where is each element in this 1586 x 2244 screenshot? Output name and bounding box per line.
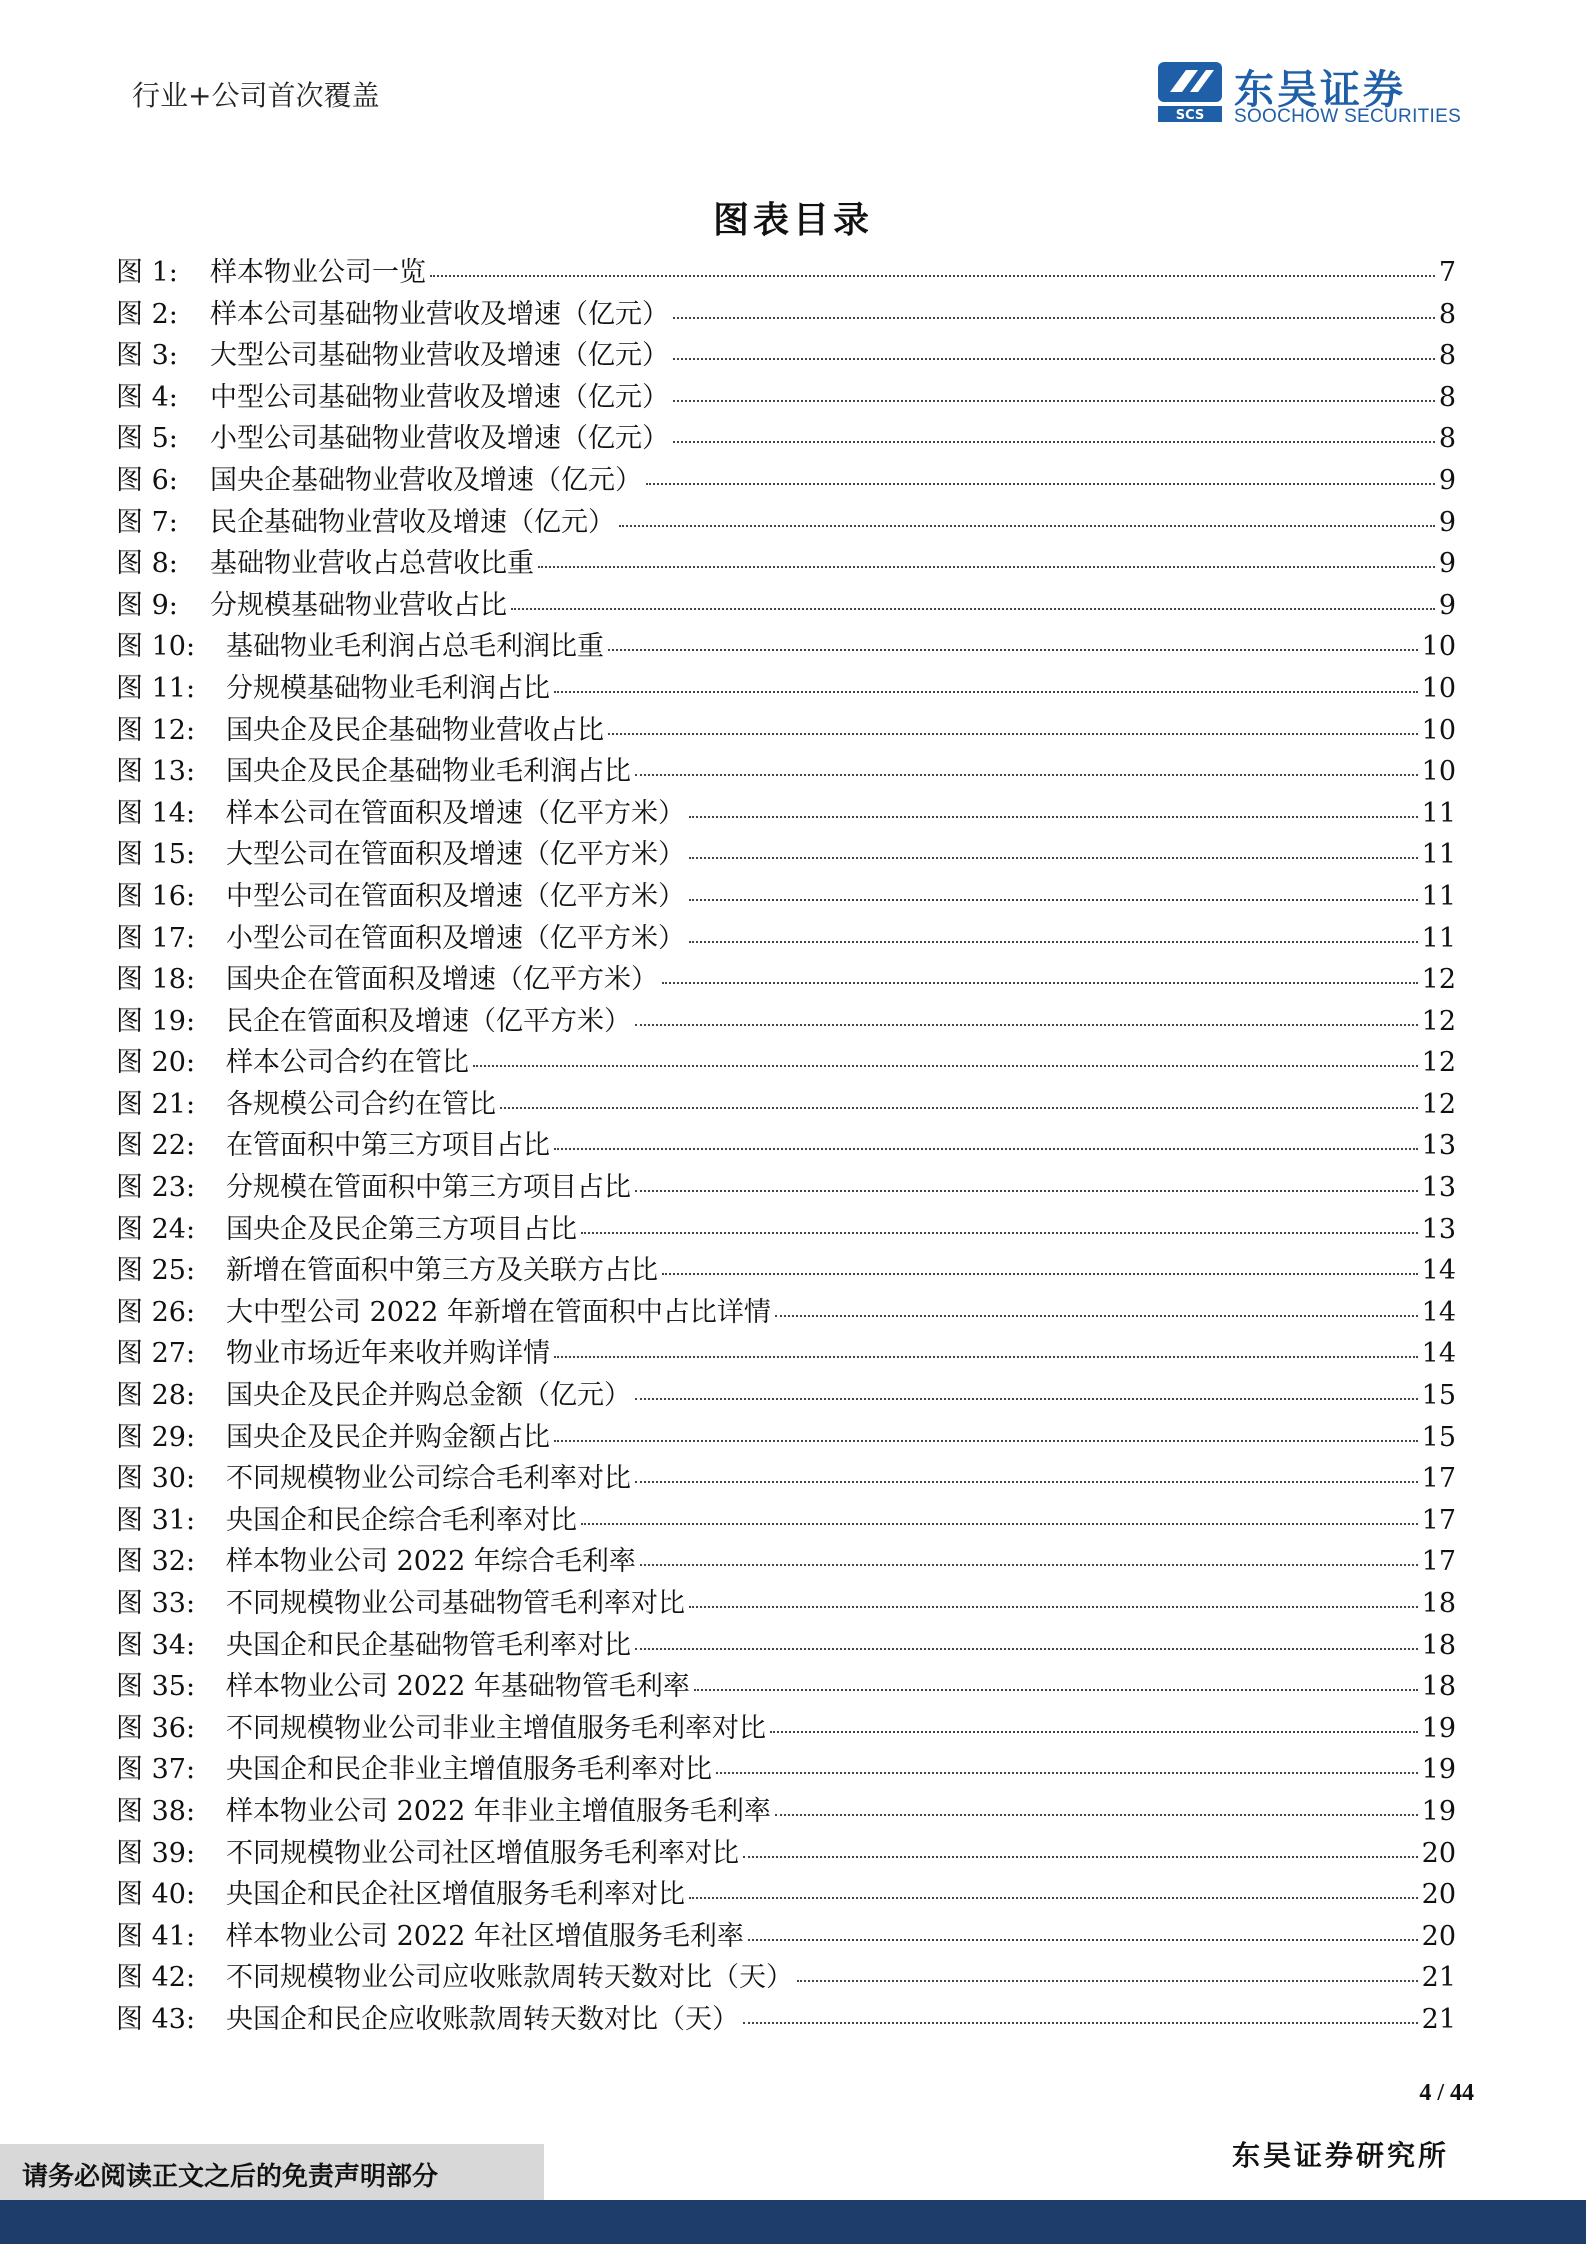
toc-figure-title: 大中型公司 2022 年新增在管面积中占比详情	[226, 1296, 771, 1328]
toc-figure-number: 图 35:	[116, 1671, 196, 1703]
toc-page-number: 15	[1421, 1380, 1456, 1412]
toc-figure-title: 国央企及民企基础物业营收占比	[226, 714, 604, 746]
toc-entry[interactable]	[116, 1040, 1456, 1082]
toc-figure-number: 图 5:	[116, 423, 178, 455]
toc-page-number: 14	[1421, 1338, 1456, 1370]
toc-figure-title: 样本物业公司 2022 年非业主增值服务毛利率	[226, 1795, 771, 1827]
toc-figure-number: 图 18:	[116, 964, 196, 996]
toc-dot-leader	[554, 691, 1418, 693]
scs-logo-icon	[1156, 58, 1226, 128]
toc-dot-leader	[608, 733, 1418, 735]
toc-dot-leader	[689, 1897, 1418, 1899]
toc-dot-leader	[662, 982, 1418, 984]
toc-entry[interactable]	[116, 791, 1456, 833]
toc-figure-number: 图 28:	[116, 1380, 196, 1412]
toc-list	[116, 250, 1456, 2039]
toc-entry[interactable]	[116, 541, 1456, 583]
toc-page-number: 14	[1421, 1255, 1456, 1287]
toc-dot-leader	[581, 1232, 1418, 1234]
toc-dot-leader	[635, 1398, 1418, 1400]
toc-page-number: 8	[1438, 298, 1456, 330]
toc-dot-leader	[635, 774, 1418, 776]
toc-dot-leader	[716, 1772, 1418, 1774]
toc-entry[interactable]	[116, 1581, 1456, 1623]
toc-figure-title: 小型公司基础物业营收及增速（亿元）	[210, 423, 669, 455]
toc-page-number: 12	[1421, 1005, 1456, 1037]
toc-page-number: 10	[1421, 756, 1456, 788]
toc-entry[interactable]	[116, 1123, 1456, 1165]
toc-figure-title: 央国企和民企综合毛利率对比	[226, 1504, 577, 1536]
toc-figure-title: 不同规模物业公司基础物管毛利率对比	[226, 1588, 685, 1619]
toc-entry[interactable]	[116, 832, 1456, 874]
toc-page-number: 19	[1421, 1712, 1456, 1744]
toc-figure-title: 基础物业毛利润占总毛利润比重	[226, 631, 604, 663]
toc-figure-number: 图 25:	[116, 1255, 196, 1287]
toc-figure-number: 图 10:	[116, 631, 196, 663]
toc-figure-number: 图 3:	[116, 340, 178, 372]
logo-mark-text: SCS	[1175, 108, 1205, 123]
toc-figure-title: 不同规模物业公司社区增值服务毛利率对比	[226, 1837, 739, 1869]
toc-dot-leader	[635, 1024, 1418, 1026]
toc-figure-number: 图 31:	[116, 1504, 196, 1536]
toc-page-number: 10	[1421, 714, 1456, 746]
toc-dot-leader	[619, 525, 1435, 527]
toc-figure-title: 样本物业公司 2022 年社区增值服务毛利率	[226, 1920, 744, 1952]
footer-bar	[0, 2200, 1586, 2244]
toc-entry[interactable]	[116, 292, 1456, 334]
toc-dot-leader	[554, 1148, 1418, 1150]
toc-dot-leader	[554, 1356, 1418, 1358]
toc-figure-title: 分规模基础物业营收占比	[210, 589, 507, 621]
toc-entry[interactable]	[116, 1955, 1456, 1997]
toc-page-number: 18	[1421, 1629, 1456, 1661]
toc-figure-title: 样本公司合约在管比	[226, 1047, 469, 1079]
toc-dot-leader	[500, 1107, 1418, 1109]
toc-figure-number: 图 30:	[116, 1463, 196, 1495]
toc-dot-leader	[673, 358, 1435, 360]
toc-page-number: 17	[1421, 1463, 1456, 1495]
toc-page-number: 8	[1438, 381, 1456, 413]
toc-dot-leader	[430, 275, 1435, 277]
toc-page-number: 11	[1421, 797, 1456, 829]
logo-english-name: SOOCHOW SECURITIES	[1234, 106, 1462, 127]
toc-figure-title: 央国企和民企基础物管毛利率对比	[226, 1629, 631, 1661]
toc-figure-title: 小型公司在管面积及增速（亿平方米）	[226, 922, 685, 954]
toc-figure-title: 中型公司基础物业营收及增速（亿元）	[210, 381, 669, 413]
toc-dot-leader	[511, 608, 1435, 610]
toc-figure-number: 图 12:	[116, 714, 196, 746]
toc-figure-number: 图 39:	[116, 1837, 196, 1869]
toc-page-number: 12	[1421, 1047, 1456, 1079]
toc-page-number: 7	[1438, 257, 1456, 288]
toc-figure-title: 中型公司在管面积及增速（亿平方米）	[226, 880, 685, 912]
toc-page-number: 21	[1421, 2003, 1456, 2035]
toc-entry[interactable]	[116, 749, 1456, 791]
toc-dot-leader	[775, 1814, 1418, 1816]
toc-figure-title: 样本物业公司 2022 年基础物管毛利率	[226, 1671, 690, 1703]
toc-figure-title: 样本物业公司一览	[210, 257, 426, 288]
toc-figure-number: 图 13:	[116, 756, 196, 788]
toc-entry[interactable]	[116, 1914, 1456, 1956]
toc-entry[interactable]	[116, 416, 1456, 458]
toc-figure-title: 大型公司基础物业营收及增速（亿元）	[210, 340, 669, 372]
toc-dot-leader	[797, 1980, 1418, 1982]
toc-entry[interactable]	[116, 500, 1456, 542]
toc-entry[interactable]	[116, 375, 1456, 417]
toc-entry[interactable]	[116, 1456, 1456, 1498]
toc-figure-title: 民企基础物业营收及增速（亿元）	[210, 506, 615, 538]
toc-entry[interactable]	[116, 1789, 1456, 1831]
toc-figure-number: 图 43:	[116, 2003, 196, 2035]
toc-entry[interactable]	[116, 874, 1456, 916]
toc-figure-number: 图 36:	[116, 1712, 196, 1744]
disclaimer-text: 请务必阅读正文之后的免责声明部分	[22, 2162, 439, 2192]
toc-figure-number: 图 34:	[116, 1629, 196, 1661]
toc-entry[interactable]	[116, 1498, 1456, 1540]
toc-page-number: 17	[1421, 1546, 1456, 1578]
toc-dot-leader	[770, 1731, 1418, 1733]
toc-figure-number: 图 23:	[116, 1172, 196, 1204]
toc-dot-leader	[689, 1606, 1418, 1608]
toc-page-number: 13	[1421, 1172, 1456, 1204]
toc-figure-number: 图 17:	[116, 922, 196, 954]
toc-figure-title: 国央企基础物业营收及增速（亿元）	[210, 464, 642, 496]
toc-figure-title: 央国企和民企非业主增值服务毛利率对比	[226, 1754, 712, 1786]
toc-page-number: 11	[1421, 839, 1456, 871]
toc-figure-number: 图 32:	[116, 1546, 196, 1578]
toc-figure-number: 图 33:	[116, 1588, 196, 1619]
toc-page-number: 12	[1421, 964, 1456, 996]
toc-entry[interactable]	[116, 1747, 1456, 1789]
toc-entry[interactable]	[116, 957, 1456, 999]
toc-figure-number: 图 2:	[116, 298, 178, 330]
toc-dot-leader	[581, 1523, 1418, 1525]
logo-chinese-name: 东吴证券	[1234, 67, 1406, 113]
toc-entry[interactable]	[116, 1415, 1456, 1457]
toc-figure-number: 图 21:	[116, 1088, 196, 1120]
toc-dot-leader	[640, 1564, 1418, 1566]
toc-page-number: 17	[1421, 1504, 1456, 1536]
toc-figure-number: 图 6:	[116, 464, 178, 496]
toc-figure-number: 图 24:	[116, 1213, 196, 1245]
disclaimer-banner	[0, 2144, 544, 2200]
toc-dot-leader	[673, 400, 1435, 402]
toc-dot-leader	[635, 1648, 1418, 1650]
toc-entry[interactable]	[116, 1331, 1456, 1373]
toc-figure-number: 图 40:	[116, 1879, 196, 1911]
toc-entry[interactable]	[116, 1373, 1456, 1415]
toc-figure-title: 国央企及民企基础物业毛利润占比	[226, 756, 631, 788]
toc-page-number: 13	[1421, 1130, 1456, 1162]
toc-figure-title: 央国企和民企社区增值服务毛利率对比	[226, 1879, 685, 1911]
toc-figure-number: 图 1:	[116, 257, 178, 288]
toc-figure-number: 图 9:	[116, 589, 178, 621]
toc-page-number: 11	[1421, 880, 1456, 912]
toc-title: 图表目录	[712, 199, 873, 241]
toc-figure-number: 图 27:	[116, 1338, 196, 1370]
toc-page-number: 13	[1421, 1213, 1456, 1245]
toc-page-number: 19	[1421, 1795, 1456, 1827]
toc-figure-title: 在管面积中第三方项目占比	[226, 1130, 550, 1162]
toc-page-number: 8	[1438, 423, 1456, 455]
toc-figure-title: 分规模基础物业毛利润占比	[226, 672, 550, 704]
toc-entry[interactable]	[116, 583, 1456, 625]
toc-page-number: 8	[1438, 340, 1456, 372]
toc-page-number: 10	[1421, 672, 1456, 704]
toc-dot-leader	[694, 1689, 1418, 1691]
toc-figure-number: 图 7:	[116, 506, 178, 538]
toc-page-number: 9	[1438, 464, 1456, 496]
toc-entry[interactable]	[116, 1082, 1456, 1124]
toc-figure-title: 国央企及民企第三方项目占比	[226, 1213, 577, 1245]
toc-page-number: 18	[1421, 1588, 1456, 1619]
toc-page-number: 9	[1438, 548, 1456, 580]
toc-page-number: 20	[1421, 1920, 1456, 1952]
toc-dot-leader	[646, 483, 1435, 485]
toc-dot-leader	[673, 441, 1435, 443]
toc-page-number: 9	[1438, 589, 1456, 621]
toc-dot-leader	[748, 1939, 1418, 1941]
toc-figure-title: 国央企在管面积及增速（亿平方米）	[226, 964, 658, 996]
toc-figure-title: 大型公司在管面积及增速（亿平方米）	[226, 839, 685, 871]
toc-dot-leader	[689, 899, 1418, 901]
toc-dot-leader	[608, 649, 1418, 651]
toc-dot-leader	[473, 1065, 1418, 1067]
toc-figure-number: 图 8:	[116, 548, 178, 580]
toc-figure-number: 图 37:	[116, 1754, 196, 1786]
toc-entry[interactable]	[116, 999, 1456, 1041]
toc-figure-title: 央国企和民企应收账款周转天数对比（天）	[226, 2003, 739, 2035]
toc-entry[interactable]	[116, 1290, 1456, 1332]
toc-figure-title: 民企在管面积及增速（亿平方米）	[226, 1005, 631, 1037]
toc-figure-title: 不同规模物业公司非业主增值服务毛利率对比	[226, 1712, 766, 1744]
toc-entry[interactable]	[116, 1207, 1456, 1249]
toc-figure-number: 图 4:	[116, 381, 178, 413]
toc-figure-number: 图 41:	[116, 1920, 196, 1952]
toc-entry[interactable]	[116, 1623, 1456, 1665]
toc-page-number: 11	[1421, 922, 1456, 954]
toc-dot-leader	[635, 1190, 1418, 1192]
toc-entry[interactable]	[116, 1539, 1456, 1581]
toc-dot-leader	[689, 941, 1418, 943]
toc-figure-title: 样本物业公司 2022 年综合毛利率	[226, 1546, 636, 1578]
page-number: 4 / 44	[1419, 2080, 1474, 2106]
toc-page-number: 18	[1421, 1671, 1456, 1703]
toc-figure-number: 图 11:	[116, 672, 196, 704]
toc-entry[interactable]	[116, 666, 1456, 708]
brand-logo	[1156, 58, 1476, 132]
report-section-label: 行业+公司首次覆盖	[132, 79, 380, 112]
toc-figure-title: 不同规模物业公司应收账款周转天数对比（天）	[226, 1962, 793, 1994]
toc-dot-leader	[635, 1481, 1418, 1483]
toc-entry[interactable]	[116, 1248, 1456, 1290]
toc-figure-title: 分规模在管面积中第三方项目占比	[226, 1172, 631, 1204]
toc-page-number: 20	[1421, 1837, 1456, 1869]
toc-figure-title: 样本公司在管面积及增速（亿平方米）	[226, 797, 685, 829]
toc-figure-number: 图 14:	[116, 797, 196, 829]
toc-figure-title: 物业市场近年来收并购详情	[226, 1338, 550, 1370]
toc-entry[interactable]	[116, 916, 1456, 958]
toc-dot-leader	[554, 1440, 1418, 1442]
toc-entry[interactable]	[116, 1706, 1456, 1748]
toc-entry[interactable]	[116, 1831, 1456, 1873]
toc-page-number: 12	[1421, 1088, 1456, 1120]
toc-page-number: 15	[1421, 1421, 1456, 1453]
toc-entry[interactable]	[116, 333, 1456, 375]
institute-name: 东吴证券研究所	[1232, 2139, 1450, 2172]
toc-dot-leader	[673, 317, 1435, 319]
toc-entry[interactable]	[116, 624, 1456, 666]
toc-figure-title: 不同规模物业公司综合毛利率对比	[226, 1463, 631, 1495]
toc-entry[interactable]	[116, 708, 1456, 750]
toc-page-number: 20	[1421, 1879, 1456, 1911]
toc-figure-number: 图 29:	[116, 1421, 196, 1453]
toc-entry[interactable]	[116, 250, 1456, 292]
toc-page-number: 21	[1421, 1962, 1456, 1994]
toc-figure-number: 图 42:	[116, 1962, 196, 1994]
toc-entry[interactable]	[116, 1664, 1456, 1706]
toc-dot-leader	[743, 2022, 1418, 2024]
toc-figure-number: 图 38:	[116, 1795, 196, 1827]
toc-dot-leader	[743, 1856, 1418, 1858]
toc-figure-number: 图 15:	[116, 839, 196, 871]
toc-page-number: 14	[1421, 1296, 1456, 1328]
toc-figure-title: 各规模公司合约在管比	[226, 1088, 496, 1120]
toc-figure-number: 图 19:	[116, 1005, 196, 1037]
toc-dot-leader	[689, 816, 1418, 818]
toc-figure-number: 图 22:	[116, 1130, 196, 1162]
toc-dot-leader	[538, 566, 1435, 568]
toc-figure-number: 图 26:	[116, 1296, 196, 1328]
toc-dot-leader	[662, 1273, 1418, 1275]
toc-figure-title: 国央企及民企并购金额占比	[226, 1421, 550, 1453]
toc-figure-title: 样本公司基础物业营收及增速（亿元）	[210, 298, 669, 330]
toc-dot-leader	[775, 1315, 1418, 1317]
toc-page-number: 9	[1438, 506, 1456, 538]
toc-figure-title: 国央企及民企并购总金额（亿元）	[226, 1380, 631, 1412]
toc-entry[interactable]	[116, 1872, 1456, 1914]
toc-entry[interactable]	[116, 1997, 1456, 2039]
toc-figure-number: 图 16:	[116, 880, 196, 912]
toc-figure-title: 基础物业营收占总营收比重	[210, 548, 534, 580]
toc-figure-number: 图 20:	[116, 1047, 196, 1079]
toc-entry[interactable]	[116, 458, 1456, 500]
toc-page-number: 19	[1421, 1754, 1456, 1786]
toc-figure-title: 新增在管面积中第三方及关联方占比	[226, 1255, 658, 1287]
toc-entry[interactable]	[116, 1165, 1456, 1207]
toc-dot-leader	[689, 857, 1418, 859]
toc-page-number: 10	[1421, 631, 1456, 663]
